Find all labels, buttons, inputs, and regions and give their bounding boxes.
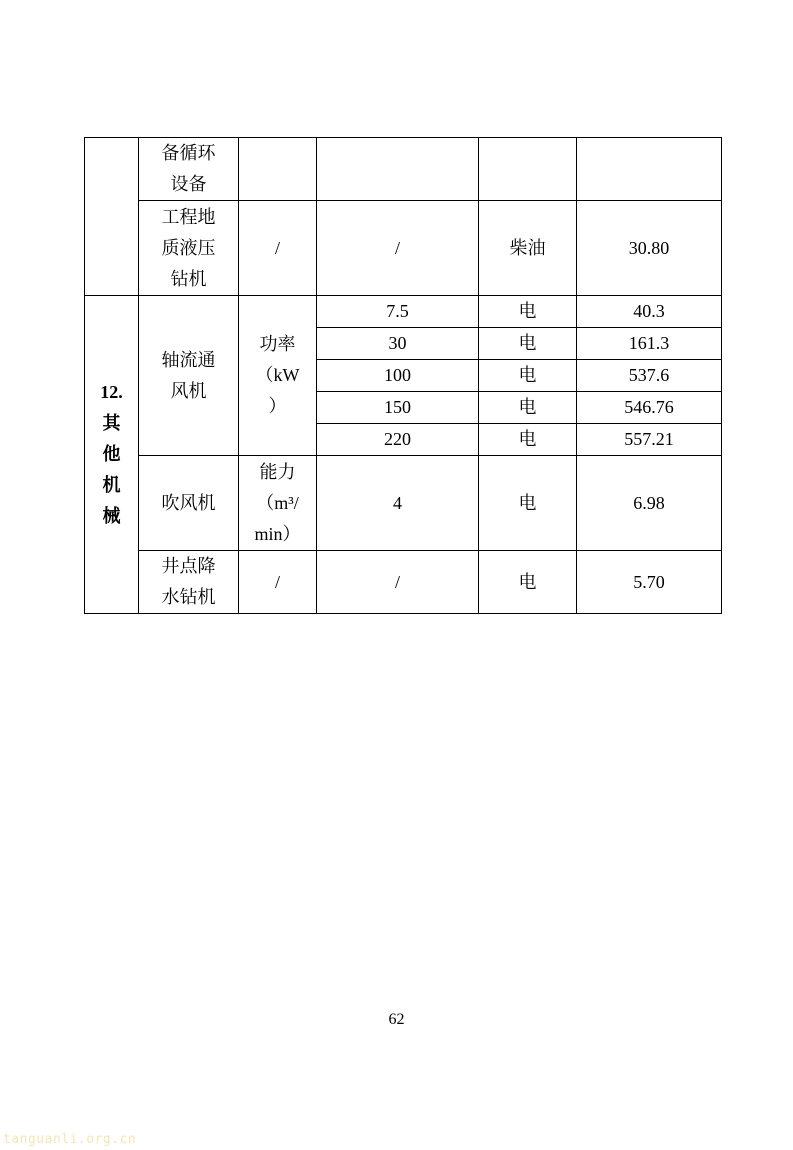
consumption-cell: 537.6 [577, 360, 722, 392]
table-row [85, 456, 722, 551]
energy-cell: 电 [479, 296, 577, 328]
param-cell [239, 138, 317, 201]
category-cell-prev [85, 138, 139, 296]
table-row [85, 296, 722, 328]
value-cell: 150 [317, 392, 479, 424]
consumption-cell [577, 138, 722, 201]
value-cell: / [317, 201, 479, 296]
value-cell: 100 [317, 360, 479, 392]
watermark: tanguanli.org.cn [3, 1132, 137, 1147]
value-cell [317, 138, 479, 201]
value-cell: / [317, 551, 479, 614]
param-cell: 功率 （kW ） [239, 296, 317, 456]
category-cell: 12. 其 他 机 械 [85, 296, 139, 614]
energy-cell: 电 [479, 360, 577, 392]
consumption-cell: 161.3 [577, 328, 722, 360]
consumption-cell: 40.3 [577, 296, 722, 328]
energy-cell: 电 [479, 551, 577, 614]
consumption-cell: 546.76 [577, 392, 722, 424]
equipment-name: 备循环 设备 [139, 138, 239, 201]
value-cell: 7.5 [317, 296, 479, 328]
page-number: 62 [388, 1011, 405, 1028]
table-row [85, 138, 722, 201]
param-cell: / [239, 201, 317, 296]
consumption-cell: 6.98 [577, 456, 722, 551]
table-row [85, 551, 722, 614]
table-row [85, 201, 722, 296]
consumption-cell: 30.80 [577, 201, 722, 296]
value-cell: 220 [317, 424, 479, 456]
energy-cell: 柴油 [479, 201, 577, 296]
energy-cell: 电 [479, 328, 577, 360]
value-cell: 4 [317, 456, 479, 551]
energy-cell: 电 [479, 392, 577, 424]
energy-cell [479, 138, 577, 201]
equipment-name: 工程地 质液压 钻机 [139, 201, 239, 296]
equipment-table [84, 137, 722, 614]
param-cell: 能力 （m³/ min） [239, 456, 317, 551]
param-cell: / [239, 551, 317, 614]
value-cell: 30 [317, 328, 479, 360]
consumption-cell: 5.70 [577, 551, 722, 614]
energy-cell: 电 [479, 456, 577, 551]
equipment-name: 吹风机 [139, 456, 239, 551]
equipment-name: 轴流通 风机 [139, 296, 239, 456]
consumption-cell: 557.21 [577, 424, 722, 456]
equipment-name: 井点降 水钻机 [139, 551, 239, 614]
energy-cell: 电 [479, 424, 577, 456]
